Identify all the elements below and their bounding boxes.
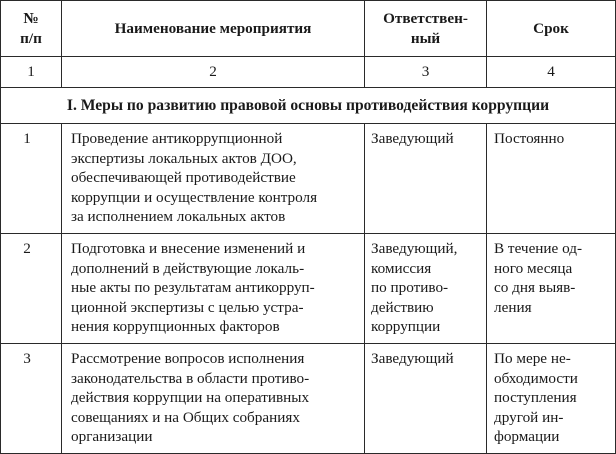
cell-line: действию	[371, 298, 434, 316]
responsible-lines	[365, 234, 486, 343]
term-lines	[487, 234, 615, 323]
cell-line: коррупции и осуществление контроля	[71, 188, 318, 206]
header-responsible	[365, 1, 487, 57]
row-responsible	[365, 124, 487, 234]
cell-line: Подготовка и внесение изменений и	[71, 239, 306, 257]
column-number: 1	[1, 57, 62, 88]
header-term	[487, 1, 616, 57]
row-number	[1, 343, 62, 453]
term-lines	[487, 344, 615, 453]
cell-line: В течение од-	[494, 239, 583, 257]
column-number: 2	[62, 57, 365, 88]
table-header-row	[1, 1, 616, 57]
row-responsible	[365, 343, 487, 453]
row-number-text: 1	[23, 130, 31, 147]
header-responsible-line1: Ответствен-	[383, 9, 468, 27]
header-activity	[62, 1, 365, 57]
header-activity-label: Наименование мероприятия	[114, 19, 312, 37]
header-term-label: Срок	[533, 19, 569, 37]
cell-line: поступления	[494, 389, 577, 407]
cell-line: обходимости	[494, 369, 578, 387]
column-number: 4	[487, 57, 616, 88]
cell-line: комиссия	[371, 259, 432, 277]
cell-line: Рассмотрение вопросов исполнения	[71, 349, 305, 367]
column-number: 3	[365, 57, 487, 88]
cell-line: нения коррупционных факторов	[71, 318, 280, 336]
cell-line: ления	[494, 298, 532, 316]
table-row	[1, 233, 616, 343]
cell-line: обеспечивающей противодействие	[71, 169, 296, 187]
cell-line: со дня выяв-	[494, 279, 576, 297]
row-number-text: 2	[23, 239, 31, 257]
row-activity	[62, 233, 365, 343]
row-term	[487, 124, 616, 234]
row-responsible	[365, 233, 487, 343]
section-title: I. Меры по развитию правовой основы противодействия коррупции	[1, 88, 616, 124]
cell-line: Заведующий	[371, 130, 454, 147]
row-term	[487, 233, 616, 343]
section-row	[1, 88, 616, 124]
cell-line: экспертизы локальных актов ДОО,	[71, 149, 297, 167]
column-number-row	[1, 57, 616, 88]
activity-lines	[62, 344, 364, 453]
responsible-lines	[365, 124, 486, 155]
term-lines	[487, 124, 615, 155]
cell-line: организации	[71, 428, 153, 446]
cell-line: законодательства в области противо-	[71, 369, 310, 387]
cell-line: совещаниях и на Общих собраниях	[71, 408, 300, 426]
header-number	[1, 1, 62, 57]
cell-line: по противо-	[371, 279, 449, 297]
row-activity	[62, 343, 365, 453]
cell-line: Проведение антикоррупционной	[71, 130, 283, 147]
cell-line: ционной экспертизы с целью устра-	[71, 298, 304, 316]
cell-line: дополнений в действующие локаль-	[71, 259, 305, 277]
cell-line: Постоянно	[494, 130, 565, 147]
cell-line: По мере не-	[494, 349, 571, 367]
header-number-line2: п/п	[20, 29, 42, 47]
cell-line: другой ин-	[494, 408, 564, 426]
cell-line: Заведующий,	[371, 239, 458, 257]
cell-line: за исполнением локальных актов	[71, 208, 286, 226]
responsible-lines	[365, 344, 486, 375]
cell-line: ные акты по результатам антикорруп-	[71, 279, 315, 297]
header-responsible-line2: ный	[410, 29, 441, 47]
cell-line: коррупции	[371, 318, 441, 336]
activity-lines	[62, 124, 364, 233]
cell-line: Заведующий	[371, 349, 454, 367]
row-number-text: 3	[23, 349, 31, 367]
cell-line: действия коррупции на оперативных	[71, 389, 310, 407]
row-number	[1, 124, 62, 234]
row-number	[1, 233, 62, 343]
header-number-line1: №	[23, 9, 39, 27]
table-row	[1, 343, 616, 453]
cell-line: ного месяца	[494, 259, 573, 277]
cell-line: формации	[494, 428, 560, 446]
row-activity	[62, 124, 365, 234]
row-term	[487, 343, 616, 453]
table-row	[1, 124, 616, 234]
activity-lines	[62, 234, 364, 343]
